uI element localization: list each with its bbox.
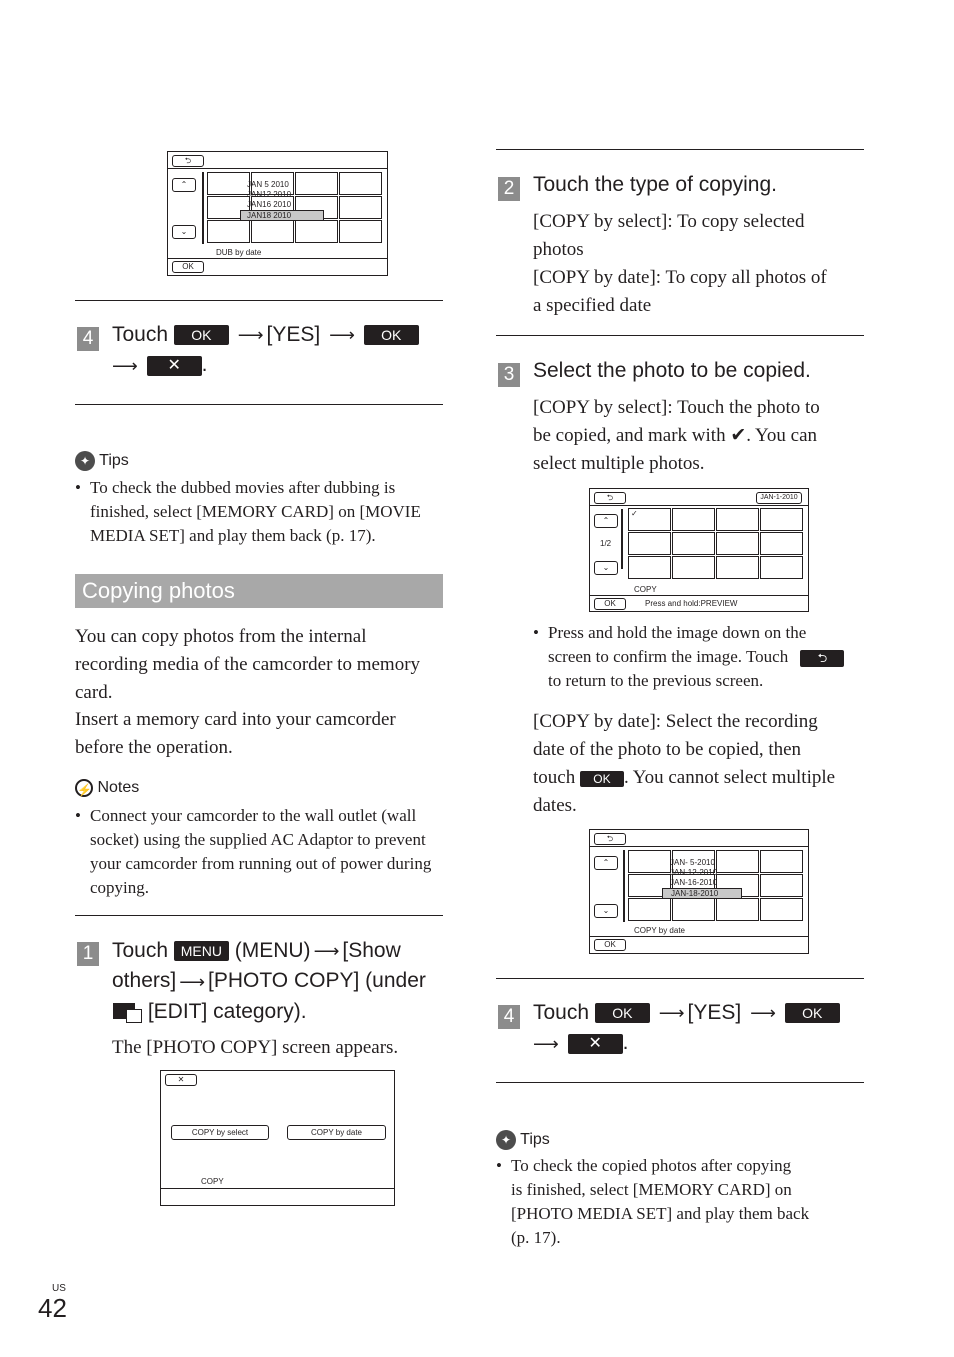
date-item[interactable]: JAN- 5-2010 — [670, 858, 715, 867]
ok-button[interactable]: OK — [594, 598, 626, 610]
close-button-icon: ✕ — [147, 356, 202, 376]
close-button[interactable]: ✕ — [165, 1074, 197, 1086]
page-indicator: 1/2 — [600, 539, 612, 548]
thumb-cell[interactable] — [760, 898, 803, 921]
thumb-cell[interactable] — [207, 172, 250, 195]
thumb-cell[interactable] — [251, 220, 294, 243]
thumb-cell[interactable] — [760, 556, 803, 579]
ok-button-icon: OK — [174, 325, 229, 345]
notes-icon: ⚡ — [75, 779, 93, 797]
date-item[interactable]: JAN 5 2010 — [247, 180, 289, 189]
page-number: 42 — [38, 1293, 67, 1323]
thumb-cell[interactable] — [207, 220, 250, 243]
arrow-right-icon: ⟶ — [658, 1003, 685, 1024]
dub-by-date-screen — [167, 151, 388, 276]
intro-paragraph: Insert a memory card into your camcorder before the operation. — [75, 709, 396, 758]
divider — [161, 1188, 394, 1189]
date-badge: JAN-1-2010 — [756, 492, 802, 504]
thumb-cell[interactable] — [295, 172, 338, 195]
scrollbar[interactable] — [621, 509, 623, 569]
date-item[interactable]: JAN16 2010 — [247, 200, 292, 209]
rule — [75, 300, 443, 301]
date-item[interactable]: JAN-12-2010 — [670, 868, 718, 877]
tips-heading: ✦ Tips — [75, 451, 129, 471]
date-item-selected[interactable]: JAN18 2010 — [240, 210, 324, 221]
thumb-cell[interactable] — [339, 220, 382, 243]
rule — [75, 404, 443, 405]
divider — [168, 258, 387, 259]
thumb-cell[interactable] — [716, 556, 759, 579]
rule — [496, 335, 864, 336]
date-item[interactable]: JAN-16-2010 — [670, 878, 718, 887]
tips-bulb-icon: ✦ — [75, 451, 95, 471]
copy-by-date-paragraph: [COPY by date]: Select the recording date of the photo to be copied, then touch OK . You cannot select multiple dates. — [533, 711, 836, 816]
scrollbar[interactable] — [202, 172, 204, 244]
region-label: US — [52, 1283, 66, 1294]
scroll-down-button[interactable]: ⌄ — [594, 561, 618, 575]
intro-paragraph: You can copy photos from the internal recording media of the camcorder to memory card. — [75, 626, 421, 703]
step-2-body: [COPY by select]: To copy selected photos [COPY by date]: To copy all photos of a specified date — [533, 211, 827, 316]
ok-button[interactable]: OK — [594, 939, 626, 951]
copy-by-select-button[interactable]: COPY by select — [171, 1125, 269, 1140]
checkmark-icon: ✔ — [730, 425, 747, 446]
menu-button-icon: MENU — [174, 941, 229, 961]
scrollbar[interactable] — [623, 850, 625, 922]
thumb-cell[interactable] — [716, 508, 759, 531]
rule — [496, 978, 864, 979]
thumb-cell[interactable] — [672, 532, 715, 555]
thumb-cell[interactable] — [672, 556, 715, 579]
tips-bulb-icon: ✦ — [496, 1130, 516, 1150]
touch-text: Touch — [533, 1001, 590, 1024]
thumb-cell[interactable] — [339, 172, 382, 195]
arrow-right-icon: ⟶ — [329, 325, 355, 346]
divider — [590, 846, 808, 847]
tips-text: To check the copied photos after copying is finished, select [MEMORY CARD] on [PHOTO MEDIA SET] and play them back (p. 17). — [511, 1156, 810, 1247]
step-3-title: Select the photo to be copied. — [533, 359, 811, 382]
copy-by-date-button[interactable]: COPY by date — [287, 1125, 386, 1140]
thumb-cell[interactable] — [628, 556, 671, 579]
step-4-instruction — [112, 320, 442, 381]
ok-button-icon: OK — [580, 771, 624, 787]
checkmark-icon: ✓ — [631, 509, 638, 518]
thumb-cell[interactable] — [760, 508, 803, 531]
thumb-cell[interactable] — [760, 874, 803, 897]
ok-button-icon: OK — [364, 325, 419, 345]
date-item-selected[interactable]: JAN-18-2010 — [662, 888, 742, 899]
return-button-icon: ⮌ — [800, 650, 844, 667]
thumb-cell[interactable] — [672, 508, 715, 531]
yes-text: [YES] — [266, 323, 321, 346]
divider — [590, 505, 808, 506]
thumb-cell[interactable] — [628, 850, 671, 873]
screen-label: COPY — [201, 1177, 224, 1186]
thumb-cell[interactable] — [628, 532, 671, 555]
arrow-right-icon: ⟶ — [313, 941, 340, 962]
screen-label: COPY — [634, 585, 657, 594]
arrow-right-icon: ⟶ — [533, 1033, 559, 1054]
rule — [496, 1082, 864, 1083]
arrow-right-icon: ⟶ — [179, 971, 206, 992]
bullet-icon: • — [496, 1156, 502, 1175]
thumb-cell[interactable] — [716, 850, 759, 873]
ok-button-icon: OK — [785, 1003, 840, 1023]
bullet-icon: • — [75, 478, 81, 497]
scroll-down-button[interactable]: ⌄ — [172, 225, 196, 239]
step-number: 4 — [498, 1005, 520, 1029]
rule — [496, 149, 864, 150]
close-button-icon: ✕ — [568, 1034, 623, 1054]
step-2-title: Touch the type of copying. — [533, 173, 777, 196]
return-button[interactable]: ⮌ — [594, 833, 626, 845]
section-heading: Copying photos — [75, 574, 443, 608]
rule — [75, 915, 443, 916]
screen-label: COPY by date — [634, 926, 685, 935]
bullet-icon: • — [75, 806, 81, 825]
ok-button-icon: OK — [595, 1003, 650, 1023]
step-4-instruction — [533, 998, 863, 1059]
tips-text: To check the dubbed movies after dubbing is finished, select [MEMORY CARD] on [MOVIE MEDIA SET] and play them back (p. 17). — [90, 478, 421, 545]
divider — [590, 936, 808, 937]
thumb-cell[interactable] — [716, 898, 759, 921]
scroll-up-button[interactable]: ⌃ — [172, 178, 196, 192]
thumb-cell[interactable] — [628, 898, 671, 921]
thumb-cell[interactable] — [339, 196, 382, 219]
bullet-icon: • — [533, 623, 539, 642]
arrow-right-icon: ⟶ — [112, 355, 138, 376]
arrow-right-icon: ⟶ — [750, 1003, 776, 1024]
edit-category-icon — [112, 1001, 142, 1023]
step-number: 1 — [77, 942, 99, 966]
copy-by-date-screen — [589, 829, 809, 954]
date-item[interactable]: JAN12 2010 — [247, 190, 292, 199]
divider — [590, 595, 808, 596]
return-button[interactable]: ⮌ — [594, 492, 626, 504]
copy-select-screen — [589, 488, 809, 612]
notes-heading: ⚡ Notes — [77, 779, 140, 797]
photo-copy-screen — [160, 1070, 395, 1206]
return-button[interactable]: ⮌ — [172, 155, 204, 167]
scroll-down-button[interactable]: ⌄ — [594, 904, 618, 918]
touch-text: Touch — [112, 323, 169, 346]
thumb-cell[interactable] — [716, 532, 759, 555]
thumb-cell[interactable] — [760, 532, 803, 555]
period: . — [201, 353, 208, 377]
preview-hint: Press and hold:PREVIEW — [645, 599, 738, 608]
divider — [168, 168, 387, 169]
step-3-body: [COPY by select]: Touch the photo to be copied, and mark with ✔. You can select multiple photos. — [533, 397, 820, 474]
step-1-instruction: Touch MENU (MENU) ⟶ [Show others] ⟶ [PHOTO COPY] (under [EDIT] category). — [112, 936, 447, 1027]
preview-note: Press and hold the image down on the screen to confirm the image. Touch ⮌ to return to the previous screen. — [548, 621, 863, 693]
arrow-right-icon: ⟶ — [237, 325, 264, 346]
yes-text: [YES] — [687, 1001, 742, 1024]
step-number: 2 — [498, 177, 520, 201]
tips-heading: ✦ Tips — [496, 1130, 550, 1150]
scroll-up-button[interactable]: ⌃ — [594, 856, 618, 870]
step-number: 3 — [498, 363, 520, 387]
thumb-cell[interactable] — [760, 850, 803, 873]
period: . — [622, 1031, 629, 1055]
notes-text: Connect your camcorder to the wall outlet (wall socket) using the supplied AC Adaptor to prevent your camcorder from running out of power during copying. — [90, 806, 432, 897]
step-1-description: The [PHOTO COPY] screen appears. — [112, 1037, 399, 1058]
step-number: 4 — [77, 327, 99, 351]
screen-label: DUB by date — [216, 248, 262, 257]
thumb-cell[interactable] — [295, 220, 338, 243]
thumb-cell[interactable] — [672, 898, 715, 921]
scroll-up-button[interactable]: ⌃ — [594, 514, 618, 528]
ok-button[interactable]: OK — [172, 261, 204, 273]
thumb-cell-checked[interactable] — [628, 508, 671, 531]
